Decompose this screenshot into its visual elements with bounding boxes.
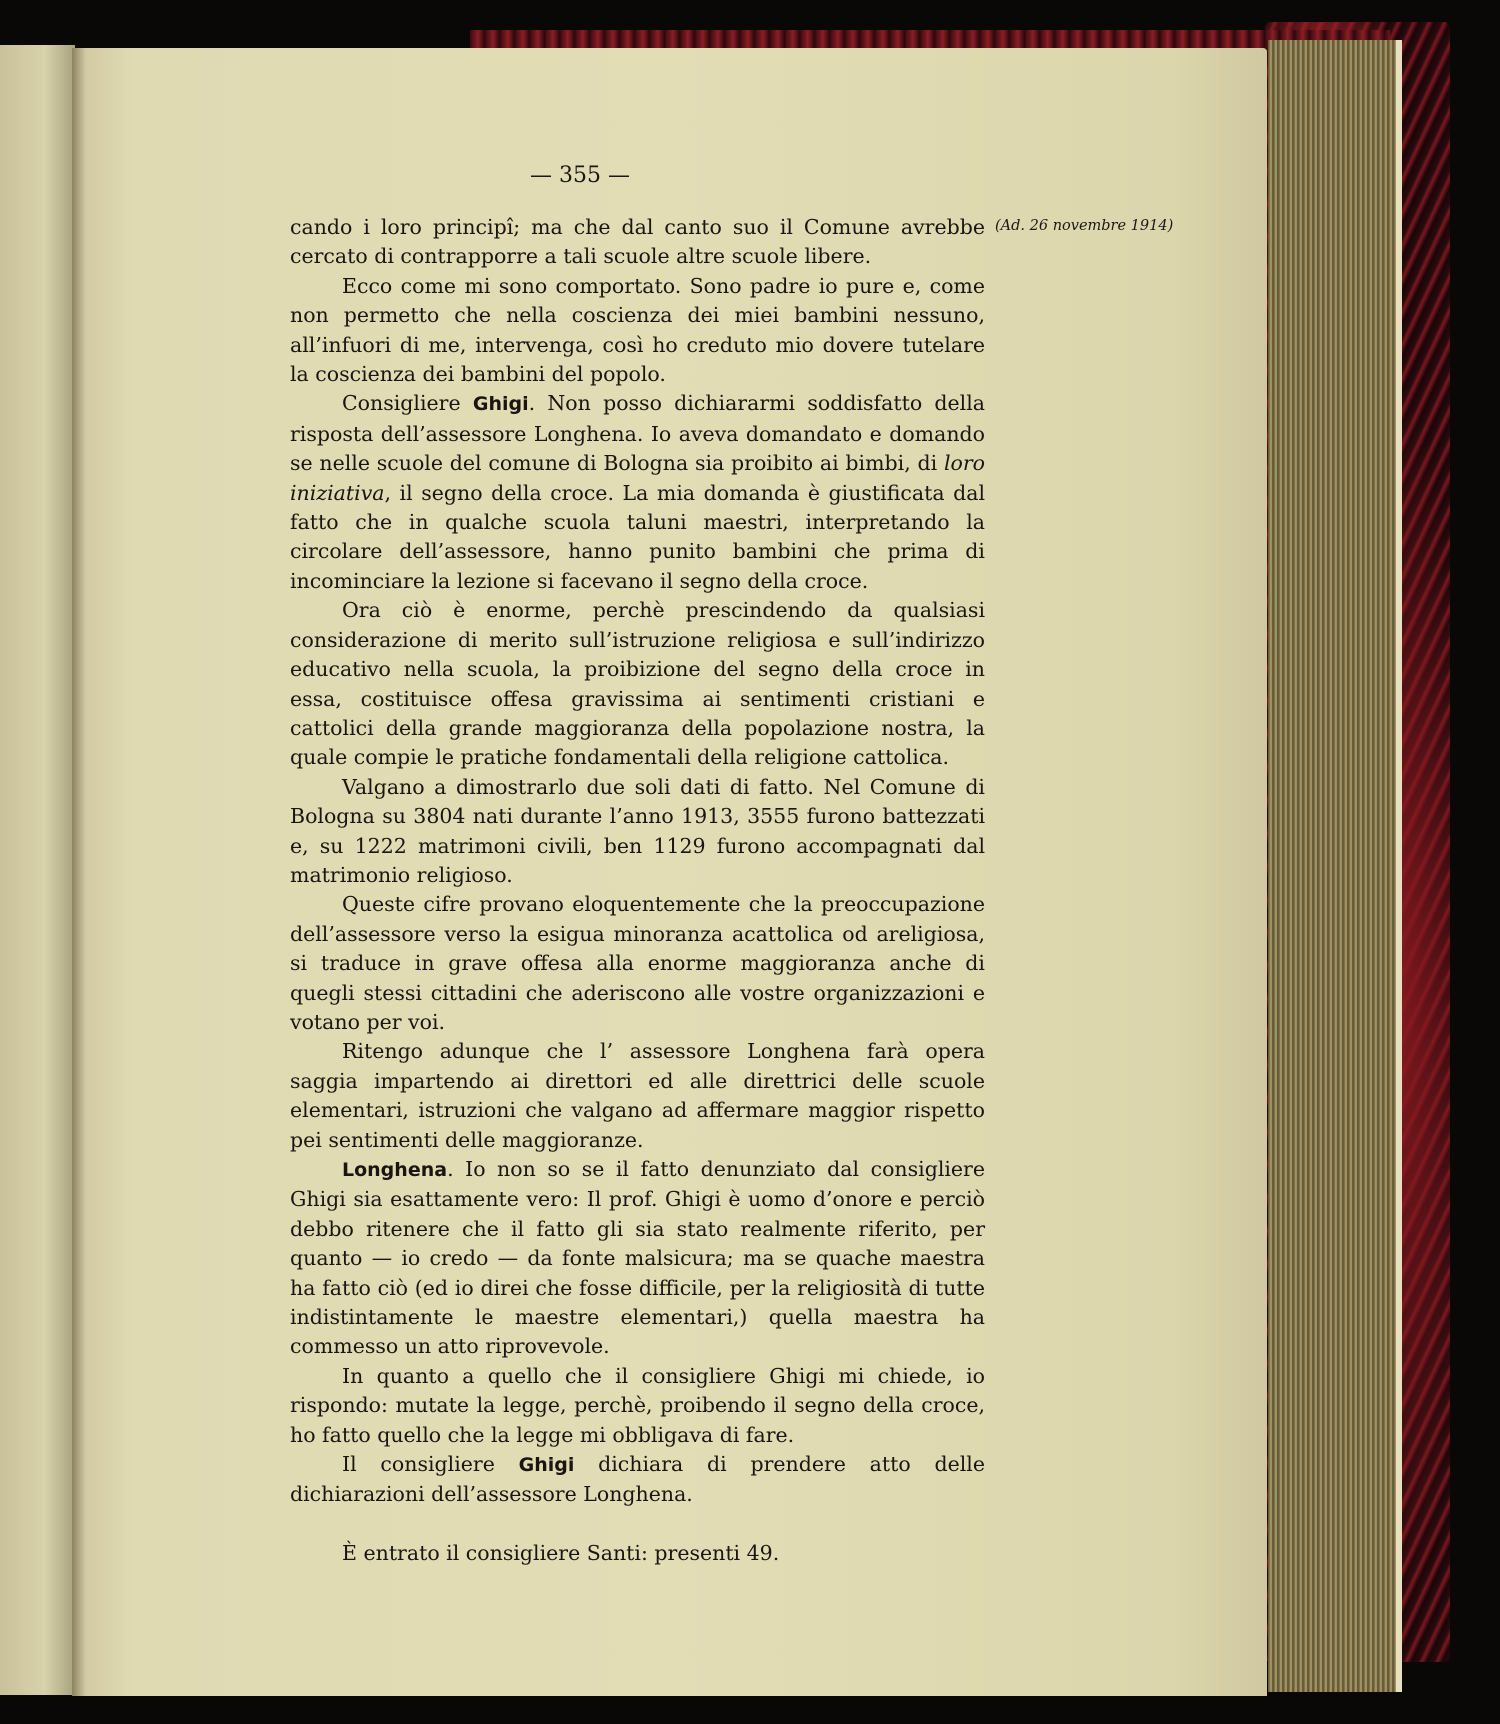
text-run: Il consigliere [342,1452,519,1477]
paragraph: In quanto a quello che il consigliere Ghigi mi chiede, io rispondo: mutate la legge, perchè, proibendo il segno della croce, ho fatto quello che la legge mi obbligava di fare. [290,1363,985,1447]
paragraph [290,1450,985,1510]
speaker-name: Ghigi [518,1454,575,1477]
speaker-name: Ghigi [472,393,529,416]
paragraph: Ora ciò è enorme, perchè prescindendo da qualsiasi considerazione di merito sull’istruzione religiosa e sull’indirizzo educativo nella scuola, la proibizione del segno della croce in essa, costituisce offesa gravissima ai sentimenti cristiani e cattolici della grande maggioranza della popolazione nostra, la quale compie le pratiche fondamentali della religione cattolica. [290,598,985,770]
speaker-name: Longhena [342,1159,448,1181]
paragraph [290,389,985,596]
text-run: , il segno della croce. La mia domanda è giustificata dal fatto che in qualche scuola taluni maestri, interpretando la circolare dell’assessore, hanno punito bambini che prima di incominciare la lezione si facevano il segno della croce. [290,480,985,593]
text-run: . Non posso dichiararmi soddisfatto della risposta dell’assessore Longhena. Io aveva domandato e domando se nelle scuole del comune di Bologna sia proibito ai bimbi, di [290,391,985,476]
gutter-shadow [72,48,86,1696]
text-run: dichiara di prendere atto delle dichiarazioni dell’assessore Longhena. [290,1452,985,1507]
italic-run: loro iniziativa [290,451,985,505]
text-run: . Io non so se il fatto denunziato dal consigliere Ghigi sia esattamente vero: Il prof. Ghigi è uomo d’onore e perciò debbo ritenere che il fatto gli sia stato realmente riferito, per quanto — io credo — da fonte malsicura; ma se quache maestra ha fatto ciò (ed io direi che fosse difficile, per la religiosità di tutte indistintamente le maestre elementari,) quella maestra ha commesso un atto riprovevole. [290,1157,985,1359]
margin-date-note: (Ad. 26 novembre 1914) [995,218,1174,234]
paragraph [290,1155,985,1362]
spacer [290,1510,985,1539]
paragraph: Ecco come mi sono comportato. Sono padre io pure e, come non permetto che nella coscienza dei miei bambini nessuno, all’infuori di me, intervenga, così ho creduto mio dovere tutelare la coscienza dei bambini del popolo. [290,273,985,387]
paragraph: Valgano a dimostrarlo due soli dati di fatto. Nel Comune di Bologna su 3804 nati durante l’anno 1913, 3555 furono battezzati e, su 1222 matrimoni civili, ben 1129 furono accompagnati dal matrimonio religioso. [290,774,985,887]
paragraph: Ritengo adunque che l’ assessore Longhena farà opera saggia impartendo ai direttori ed alle direttrici delle scuole elementari, istruzioni che valgano ad affermare maggior rispetto pei sentimenti delle maggioranze. [290,1039,985,1152]
left-page-edge [0,45,75,1695]
page-number: — 355 — [530,163,630,188]
paragraph: È entrato il consigliere Santi: presenti 49. [342,1540,780,1565]
page-text [290,213,985,1568]
page-block-edges [1268,40,1402,1692]
paragraph: cando i loro principî; ma che dal canto suo il Comune avrebbe cercato di contrapporre a tali scuole altre scuole libere. [290,215,985,269]
text-run: Consigliere [342,391,473,416]
paragraph: Queste cifre provano eloquentemente che la preoccupazione dell’assessore verso la esigua minoranza acattolica od areligiosa, si traduce in grave offesa alla enorme maggioranza anche di quegli stessi cittadini che aderiscono alle vostre organizzazioni e votano per voi. [290,892,985,1034]
